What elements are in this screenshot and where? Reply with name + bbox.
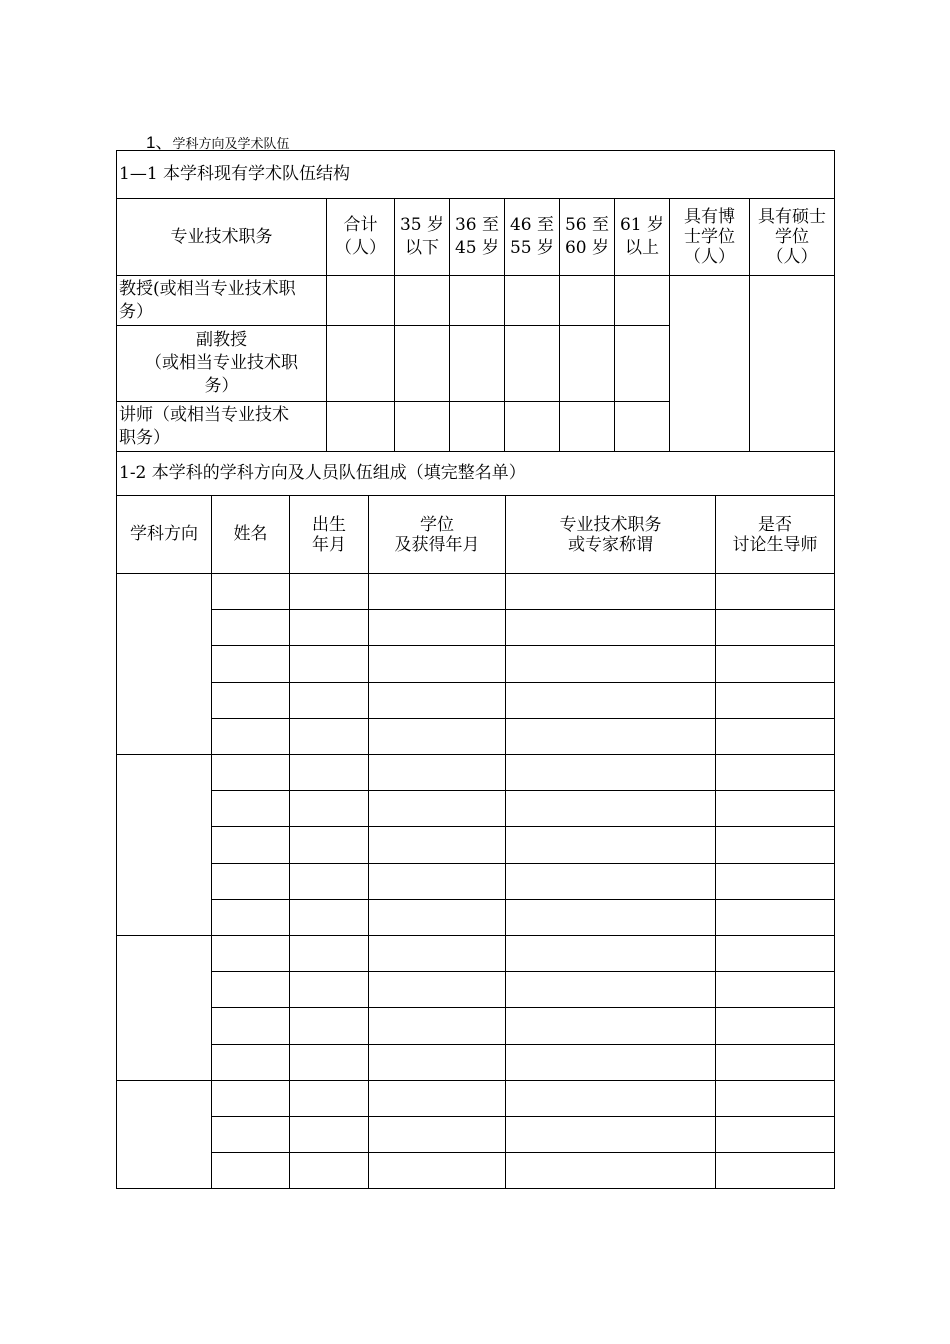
cell-birth[interactable] [290,1045,369,1081]
cell-name[interactable] [212,791,290,827]
section1-title: 1—1 本学科现有学术队伍结构 [117,151,834,199]
cell-title[interactable] [506,1081,716,1117]
section-title: 学科方向及学术队伍 [172,137,290,152]
cell-professor-age-36-45[interactable] [450,276,505,326]
cell-degree[interactable] [369,610,506,646]
cell-lecturer-age-56-60[interactable] [560,402,615,452]
cell-direction-group[interactable] [117,755,212,936]
cell-title[interactable] [506,1008,716,1044]
cell-assoc-age-36-45[interactable] [450,326,505,402]
cell-birth[interactable] [290,683,369,719]
cell-supervisor[interactable] [716,972,834,1008]
cell-degree[interactable] [369,936,506,972]
cell-supervisor[interactable] [716,1153,834,1189]
cell-title[interactable] [506,719,716,755]
cell-name[interactable] [212,936,290,972]
cell-birth[interactable] [290,1081,369,1117]
cell-name[interactable] [212,827,290,863]
cell-assoc-age-46-55[interactable] [505,326,560,402]
cell-degree[interactable] [369,574,506,610]
cell-professor-age-under35[interactable] [395,276,450,326]
cell-assoc-age-56-60[interactable] [560,326,615,402]
cell-degree[interactable] [369,1045,506,1081]
row-label-associate-professor: 副教授 （或相当专业技术职 务） [117,326,327,402]
cell-title[interactable] [506,972,716,1008]
cell-title[interactable] [506,900,716,936]
cell-title[interactable] [506,864,716,900]
cell-degree[interactable] [369,755,506,791]
header-age-36-45: 36 至 45 岁 [450,199,505,276]
cell-birth[interactable] [290,1117,369,1153]
cell-degree[interactable] [369,719,506,755]
cell-lecturer-total[interactable] [327,402,395,452]
cell-name[interactable] [212,1117,290,1153]
header-total: 合计 （人） [327,199,395,276]
cell-degree[interactable] [369,791,506,827]
cell-title[interactable] [506,1045,716,1081]
cell-supervisor[interactable] [716,900,834,936]
cell-birth[interactable] [290,719,369,755]
cell-name[interactable] [212,646,290,682]
cell-supervisor[interactable] [716,936,834,972]
header-name: 姓名 [212,496,290,574]
cell-assoc-total[interactable] [327,326,395,402]
cell-degree[interactable] [369,683,506,719]
header-doctorate: 具有博 士学位 （人） [670,199,750,276]
cell-name[interactable] [212,900,290,936]
cell-name[interactable] [212,972,290,1008]
cell-supervisor[interactable] [716,646,834,682]
cell-supervisor[interactable] [716,610,834,646]
cell-birth[interactable] [290,646,369,682]
header-degree: 学位 及获得年月 [369,496,506,574]
cell-birth[interactable] [290,972,369,1008]
header-supervisor: 是否 讨论生导师 [716,496,834,574]
cell-lecturer-age-36-45[interactable] [450,402,505,452]
cell-birth[interactable] [290,610,369,646]
cell-name[interactable] [212,1008,290,1044]
cell-supervisor[interactable] [716,683,834,719]
cell-supervisor[interactable] [716,719,834,755]
cell-supervisor[interactable] [716,864,834,900]
cell-degree[interactable] [369,646,506,682]
cell-birth[interactable] [290,864,369,900]
cell-name[interactable] [212,610,290,646]
cell-name[interactable] [212,719,290,755]
cell-title[interactable] [506,936,716,972]
cell-assoc-age-over61[interactable] [615,326,670,402]
header-masters: 具有硕士 学位 （人） [750,199,834,276]
cell-doctorate-count[interactable] [670,276,750,452]
cell-supervisor[interactable] [716,827,834,863]
cell-degree[interactable] [369,1117,506,1153]
cell-name[interactable] [212,1081,290,1117]
cell-title[interactable] [506,574,716,610]
header-direction: 学科方向 [117,496,212,574]
cell-supervisor[interactable] [716,755,834,791]
cell-title[interactable] [506,683,716,719]
cell-title[interactable] [506,791,716,827]
cell-supervisor[interactable] [716,1008,834,1044]
section2-title: 1-2 本学科的学科方向及人员队伍组成（填完整名单） [117,452,834,496]
row-label-lecturer: 讲师（或相当专业技术 职务） [117,402,327,452]
cell-name[interactable] [212,864,290,900]
cell-birth[interactable] [290,936,369,972]
cell-degree[interactable] [369,827,506,863]
cell-professor-age-46-55[interactable] [505,276,560,326]
cell-degree[interactable] [369,1153,506,1189]
cell-name[interactable] [212,574,290,610]
cell-degree[interactable] [369,900,506,936]
cell-birth[interactable] [290,1008,369,1044]
cell-title[interactable] [506,1117,716,1153]
cell-title[interactable] [506,610,716,646]
cell-supervisor[interactable] [716,1045,834,1081]
cell-title[interactable] [506,646,716,682]
cell-title[interactable] [506,1153,716,1189]
cell-supervisor[interactable] [716,791,834,827]
cell-birth[interactable] [290,755,369,791]
header-birth: 出生 年月 [290,496,369,574]
cell-degree[interactable] [369,864,506,900]
cell-supervisor[interactable] [716,1117,834,1153]
cell-name[interactable] [212,755,290,791]
header-position: 专业技术职务 [117,199,327,276]
cell-name[interactable] [212,1045,290,1081]
cell-birth[interactable] [290,574,369,610]
header-age-46-55: 46 至 55 岁 [505,199,560,276]
cell-direction-group[interactable] [117,936,212,1081]
cell-masters-count[interactable] [750,276,834,452]
header-title: 专业技术职务 或专家称谓 [506,496,716,574]
cell-title[interactable] [506,827,716,863]
cell-degree[interactable] [369,1008,506,1044]
cell-professor-total[interactable] [327,276,395,326]
cell-lecturer-age-under35[interactable] [395,402,450,452]
cell-direction-group[interactable] [117,574,212,755]
cell-degree[interactable] [369,1081,506,1117]
row-label-professor: 教授(或相当专业技术职 务） [117,276,327,326]
cell-professor-age-over61[interactable] [615,276,670,326]
cell-title[interactable] [506,755,716,791]
header-age-under35: 35 岁 以下 [395,199,450,276]
cell-lecturer-age-46-55[interactable] [505,402,560,452]
form-table [116,150,835,1189]
cell-lecturer-age-over61[interactable] [615,402,670,452]
cell-degree[interactable] [369,972,506,1008]
cell-professor-age-56-60[interactable] [560,276,615,326]
cell-birth[interactable] [290,827,369,863]
cell-supervisor[interactable] [716,1081,834,1117]
cell-birth[interactable] [290,900,369,936]
cell-birth[interactable] [290,791,369,827]
cell-direction-group[interactable] [117,1081,212,1190]
cell-name[interactable] [212,1153,290,1189]
cell-birth[interactable] [290,1153,369,1189]
header-age-56-60: 56 至 60 岁 [560,199,615,276]
header-age-over61: 61 岁 以上 [615,199,670,276]
cell-assoc-age-under35[interactable] [395,326,450,402]
cell-name[interactable] [212,683,290,719]
cell-supervisor[interactable] [716,574,834,610]
section-number: 1、 [146,133,173,152]
